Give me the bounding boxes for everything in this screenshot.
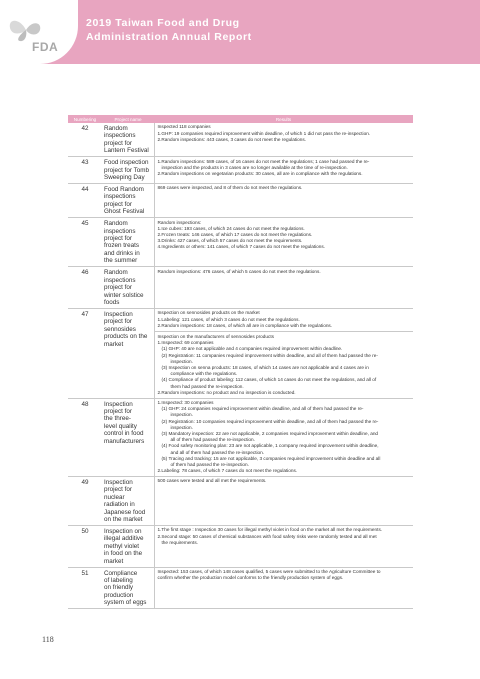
column-header-results: Results — [154, 115, 413, 123]
result-line: (4) Food safety monitoring plan: 23 are not applicable, 1 company required improvement within deadline, — [161, 443, 379, 449]
result-line: 869 cases were inspected, and 8 of them do not meet the regulations. — [157, 185, 303, 191]
project-name-line: products on the — [104, 333, 148, 341]
row-number: 43 — [68, 157, 102, 184]
column-header-numbering: Numbering — [68, 115, 102, 123]
project-name-cell — [102, 567, 154, 609]
project-name-line: Food inspection — [104, 159, 149, 167]
result-line: 1.Inspected: 30 companies — [157, 399, 214, 405]
results-cell — [154, 157, 413, 184]
result-line: compliance with the regulations. — [170, 371, 238, 377]
result-line: them had passed the re-inspection. — [170, 383, 244, 389]
result-line: (5) Tracing and tracking: 15 are not applicable, 3 companies required improvement within deadline and all — [161, 455, 381, 461]
result-line: 500 cases were tested and all met the requirements. — [157, 478, 267, 484]
result-line: 4.Ingredients or others: 141 cases, of which 7 cases do not meet the regulations. — [157, 244, 326, 250]
project-name-line: illegal additive — [104, 535, 144, 543]
result-line: 1.Inspected: 69 companies — [157, 340, 214, 346]
column-header-project-name: Project name — [102, 115, 154, 123]
result-line: (1) GHP: 24 companies required improvement within deadline, and all of them had passed the re- — [161, 406, 364, 412]
result-line: 2.Random inspections: no product and no inspection is conducted. — [157, 389, 296, 395]
row-number: 48 — [68, 398, 102, 476]
result-line: 2.Random inspections on vegetarian products: 30 cases, all are in compliance with the regulations. — [157, 171, 363, 177]
result-line: 2.Labeling: 78 cases, of which 7 cases do not meet the regulations. — [157, 468, 298, 474]
project-name-line: winter solstice — [104, 291, 144, 299]
fda-logo — [0, 0, 78, 64]
table-body — [68, 123, 413, 609]
result-line: (2) Registration: 10 companies required improvement within deadline, and all of them had passed the re- — [161, 418, 379, 424]
project-name-line: of labeling — [104, 577, 133, 585]
report-header — [0, 0, 480, 64]
project-name-cell — [102, 123, 154, 157]
result-line: 1.Ice cubes: 193 cases, of which 24 cases do not meet the regulations. — [157, 225, 305, 231]
page-number: 118 — [42, 635, 54, 644]
result-line: the requirements. — [161, 539, 198, 545]
row-number: 45 — [68, 218, 102, 267]
project-name-line: system of eggs — [104, 599, 147, 607]
report-title — [86, 16, 252, 44]
project-name-line: inspections — [104, 193, 136, 201]
project-name-cell — [102, 218, 154, 267]
project-name-line: the three- — [104, 415, 131, 423]
result-line: inspection. — [170, 424, 193, 430]
result-line: confirm whether the production model conforms to the friendly production system of eggs. — [157, 575, 344, 581]
project-name-line: sennosides — [104, 325, 136, 333]
project-name-line: market — [104, 557, 124, 565]
project-name-line: control in food — [104, 430, 144, 438]
result-line: (3) Mandatory inspection: 22 are not applicable, 2 companies required improvement within deadline, and — [161, 430, 379, 436]
project-name-line: manufacturers — [104, 437, 145, 445]
results-table — [68, 115, 413, 609]
table-row — [68, 567, 413, 609]
result-line: Random inspections: 476 cases, of which 5 cases do not meet the regulations. — [157, 268, 321, 274]
project-name-cell — [102, 398, 154, 476]
project-name-line: the summer — [104, 257, 138, 265]
result-line: inspection and the products in 3 cases are no longer available at the time of re-inspection. — [161, 164, 348, 170]
project-name-line: Random — [104, 220, 128, 228]
project-name-line: on friendly — [104, 584, 134, 592]
table-row — [68, 267, 413, 309]
table-row — [68, 308, 413, 398]
project-name-line: foods — [104, 298, 120, 306]
project-name-line: Random — [104, 269, 128, 277]
project-name-line: Lantern Festival — [104, 147, 149, 155]
result-line: 2.Second stage: 50 cases of chemical substances with food safety risks were randomly tested and all met — [157, 533, 377, 539]
project-name-line: project for — [104, 235, 132, 243]
results-cell — [154, 308, 413, 398]
result-line: 1.GHP: 19 companies required improvement within deadline, of which 1 did not pass the re-inspection. — [157, 130, 371, 136]
project-name-line: methyl violet — [104, 542, 139, 550]
project-name-line: project for — [104, 200, 132, 208]
project-name-line: production — [104, 591, 134, 599]
result-line: inspection. — [170, 412, 193, 418]
results-cell — [154, 398, 413, 476]
result-line: 1.Random inspections: 589 cases, of 16 cases do not meet the regulations; 1 case had passed the re- — [157, 158, 370, 164]
result-line: inspection. — [170, 358, 193, 364]
project-name-line: Ghost Festival — [104, 208, 145, 216]
row-number: 47 — [68, 308, 102, 398]
project-name-line: Compliance — [104, 569, 138, 577]
table-row — [68, 157, 413, 184]
row-number: 49 — [68, 476, 102, 525]
project-name-cell — [102, 308, 154, 398]
result-line: 1.Labeling: 121 cases, of which 3 cases do not meet the regulations. — [157, 316, 300, 322]
project-name-cell — [102, 157, 154, 184]
result-line: 2.Random inspections: 18 cases, of which all are in compliance with the regulations. — [157, 322, 333, 328]
row-number: 42 — [68, 123, 102, 157]
project-name-line: project for — [104, 284, 132, 292]
results-subsection — [155, 331, 414, 396]
project-name-line: level quality — [104, 422, 137, 430]
results-cell — [154, 184, 413, 218]
row-number: 46 — [68, 267, 102, 309]
result-line: (1) GHP: 40 are not applicable and 4 companies required improvement within deadline. — [161, 346, 343, 352]
table-row — [68, 476, 413, 525]
table-row — [68, 123, 413, 157]
result-line: and all of them had passed the re-inspection. — [170, 449, 265, 455]
result-line: all of them had passed the re-inspection. — [170, 437, 255, 443]
table-row — [68, 525, 413, 567]
result-line: Inspection on the manufacturers of sennosides products — [157, 333, 274, 339]
project-name-cell — [102, 525, 154, 567]
row-number: 51 — [68, 567, 102, 609]
results-cell — [154, 525, 413, 567]
project-name-cell — [102, 476, 154, 525]
project-name-line: Food Random — [104, 186, 144, 194]
results-cell — [154, 123, 413, 157]
result-line: (3) Inspection on senna products: 18 cases, of which 14 cases are not applicable and 4 cases are in — [161, 364, 369, 370]
project-name-line: project for — [104, 139, 132, 147]
results-cell — [154, 567, 413, 609]
results-table-container — [68, 115, 413, 609]
project-name-line: Japanese food — [104, 508, 146, 516]
project-name-line: project for — [104, 318, 132, 326]
logo-text: FDA — [32, 40, 59, 54]
project-name-line: market — [104, 340, 124, 348]
result-line: Inspected 118 companies — [157, 124, 211, 130]
project-name-line: frozen treats — [104, 242, 139, 250]
project-name-line: inspections — [104, 227, 136, 235]
project-name-line: project for — [104, 486, 132, 494]
project-name-line: nuclear — [104, 493, 125, 501]
result-line: 3.Drinks: 427 cases, of which 57 cases do not meet the requirements. — [157, 238, 303, 244]
result-line: 2.Frozen treats: 146 cases, of which 17 cases do not meet the regulations. — [157, 232, 313, 238]
project-name-line: Random — [104, 125, 128, 132]
project-name-line: project for — [104, 407, 132, 415]
project-name-line: project for Tomb — [104, 166, 150, 174]
table-row — [68, 218, 413, 267]
project-name-line: inspections — [104, 132, 136, 140]
result-line: Inspected: 153 cases, of which 148 cases qualified, 5 cases were submitted to the Agriculture Committee to — [157, 569, 381, 574]
row-number: 44 — [68, 184, 102, 218]
project-name-line: on the market — [104, 515, 143, 523]
result-line: Inspection on sennosides products on the market — [157, 310, 260, 316]
project-name-line: in food on the — [104, 550, 143, 558]
title-line-2: Administration Annual Report — [86, 31, 252, 43]
project-name-line: Inspection on — [104, 527, 142, 535]
project-name-line: inspections — [104, 276, 136, 284]
project-name-line: Inspection — [104, 478, 133, 486]
table-row — [68, 398, 413, 476]
result-line: 1.The first stage : Inspection 30 cases for illegal methyl violet in food on the market all met the requirements. — [157, 527, 383, 533]
project-name-cell — [102, 184, 154, 218]
project-name-line: Sweeping Day — [104, 174, 145, 182]
result-line: Random inspections: — [157, 219, 202, 225]
result-line: (2) Registration: 11 companies required improvement within deadline, and all of them had passed the re- — [161, 352, 378, 358]
results-cell — [154, 476, 413, 525]
result-line: (4) Compliance of product labeling: 112 cases, of which 14 cases do not meet the regulations, and all of — [161, 377, 377, 383]
project-name-line: Inspection — [104, 310, 133, 318]
project-name-cell — [102, 267, 154, 309]
project-name-line: Inspection — [104, 400, 133, 408]
results-cell — [154, 218, 413, 267]
row-number: 50 — [68, 525, 102, 567]
title-line-1: 2019 Taiwan Food and Drug — [86, 17, 240, 29]
project-name-line: radiation in — [104, 501, 135, 509]
result-line: 2.Random inspections: 443 cases, 3 cases do not meet the regulations. — [157, 136, 307, 142]
result-line: of them had passed the re-inspection. — [170, 461, 249, 467]
results-cell — [154, 267, 413, 309]
table-header-row — [68, 115, 413, 123]
project-name-line: and drinks in — [104, 249, 140, 257]
table-row — [68, 184, 413, 218]
